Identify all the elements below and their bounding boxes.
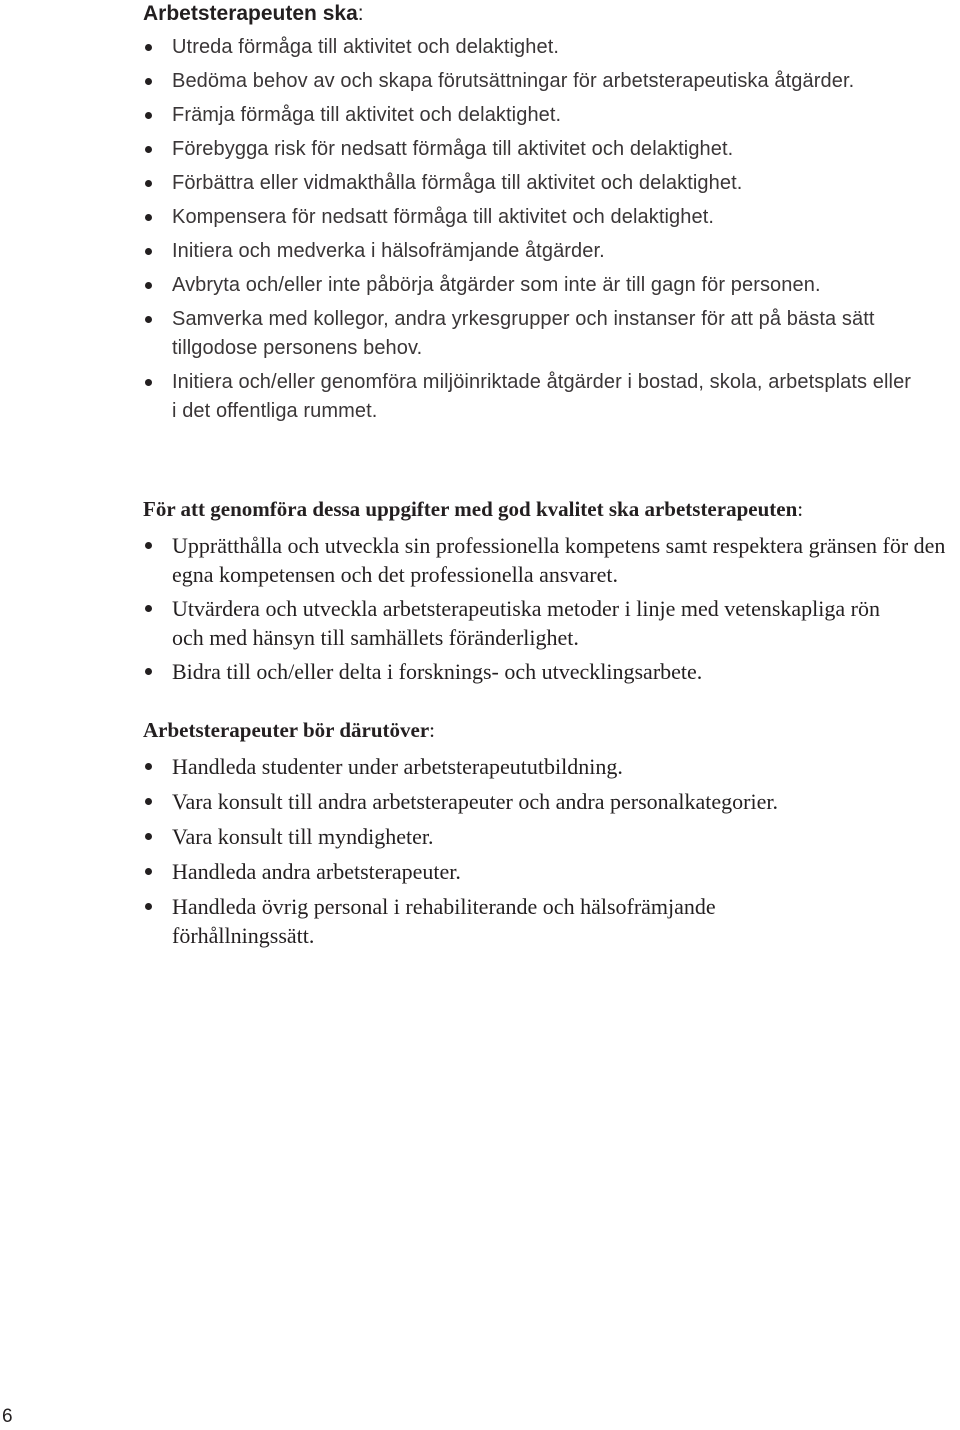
- list-item-text: Bidra till och/eller delta i forsknings- och utvecklingsarbete.: [172, 659, 703, 684]
- list-item-text: Initiera och medverka i hälsofrämjande åtgärder.: [172, 240, 605, 262]
- list-item: [143, 368, 958, 426]
- list-item-text: Förbättra eller vidmakthålla förmåga till aktivitet och delaktighet.: [172, 172, 743, 194]
- list-item-text: Avbryta och/eller inte påbörja åtgärder som inte är till gagn för personen.: [172, 274, 821, 296]
- bullet-icon: [145, 379, 152, 386]
- task-list: [143, 33, 958, 431]
- list-item: [143, 892, 958, 950]
- list-item: [143, 135, 958, 164]
- list-item: [143, 657, 958, 686]
- list-item-text: Samverka med kollegor, andra yrkesgrupper och instanser för att på bästa sätt tillgodose personens behov.: [172, 308, 875, 359]
- section-heading-for-att-genomfora: [143, 495, 803, 523]
- list-item: [143, 237, 958, 266]
- list-item: [143, 101, 958, 130]
- section-heading-darutover: [143, 716, 435, 744]
- bullet-icon: [145, 112, 152, 119]
- list-item: [143, 33, 958, 62]
- section-heading-arbetsterapeuten-ska: [143, 0, 364, 28]
- bullet-icon: [145, 248, 152, 255]
- list-item-text: Handleda övrig personal i rehabiliterande och hälsofrämjande förhållningssätt.: [172, 894, 716, 948]
- list-item: [143, 822, 958, 851]
- list-item-text: Förebygga risk för nedsatt förmåga till aktivitet och delaktighet.: [172, 138, 734, 160]
- list-item: [143, 594, 958, 652]
- bullet-icon: [145, 833, 152, 840]
- bullet-icon: [145, 316, 152, 323]
- section-heading-text: Arbetsterapeuten ska: [143, 2, 358, 25]
- list-item: [143, 787, 958, 816]
- list-item-text: Initiera och/eller genomföra miljöinriktade åtgärder i bostad, skola, arbetsplats eller i det offentliga rummet.: [172, 371, 912, 422]
- section-heading-colon: :: [357, 2, 364, 25]
- list-item: [143, 531, 958, 589]
- list-item-text: Bedöma behov av och skapa förutsättningar för arbetsterapeutiska åtgärder.: [172, 70, 855, 92]
- list-item-text: Handleda studenter under arbetsterapeututbildning.: [172, 754, 623, 779]
- list-item-text: Vara konsult till myndigheter.: [172, 824, 434, 849]
- list-item: [143, 169, 958, 198]
- bullet-icon: [145, 903, 152, 910]
- section-heading-colon: :: [429, 718, 435, 742]
- section-heading-text: För att genomföra dessa uppgifter med god kvalitet ska arbetsterapeuten: [143, 497, 798, 521]
- list-item-text: Vara konsult till andra arbetsterapeuter och andra personalkategorier.: [172, 789, 778, 814]
- list-item: [143, 203, 958, 232]
- bullet-icon: [145, 78, 152, 85]
- bullet-icon: [145, 542, 152, 549]
- section-heading-colon: :: [797, 497, 804, 521]
- bullet-icon: [145, 798, 152, 805]
- section-heading-text: Arbetsterapeuter bör därutöver: [143, 718, 430, 742]
- list-item-text: Handleda andra arbetsterapeuter.: [172, 859, 461, 884]
- list-item-text: Upprätthålla och utveckla sin professionella kompetens samt respektera gränsen för den egna kompetensen och det professionella ansvaret.: [172, 533, 946, 587]
- bullet-icon: [145, 668, 152, 675]
- bullet-icon: [145, 180, 152, 187]
- list-item-text: Utvärdera och utveckla arbetsterapeutiska metoder i linje med vetenskapliga rön och med hänsyn till samhällets föränderlighet.: [172, 596, 880, 650]
- list-item-text: Främja förmåga till aktivitet och delaktighet.: [172, 104, 562, 126]
- bullet-icon: [145, 214, 152, 221]
- quality-task-list: [143, 531, 958, 691]
- list-item: [143, 67, 958, 96]
- list-item: [143, 271, 958, 300]
- bullet-icon: [145, 763, 152, 770]
- list-item: [143, 857, 958, 886]
- additional-task-list: [143, 752, 958, 955]
- list-item-text: Utreda förmåga till aktivitet och delaktighet.: [172, 36, 560, 58]
- bullet-icon: [145, 605, 152, 612]
- page-number: 6: [2, 1406, 13, 1427]
- bullet-icon: [145, 868, 152, 875]
- bullet-icon: [145, 44, 152, 51]
- bullet-icon: [145, 282, 152, 289]
- bullet-icon: [145, 146, 152, 153]
- list-item: [143, 305, 958, 363]
- list-item: [143, 752, 958, 781]
- list-item-text: Kompensera för nedsatt förmåga till aktivitet och delaktighet.: [172, 206, 715, 228]
